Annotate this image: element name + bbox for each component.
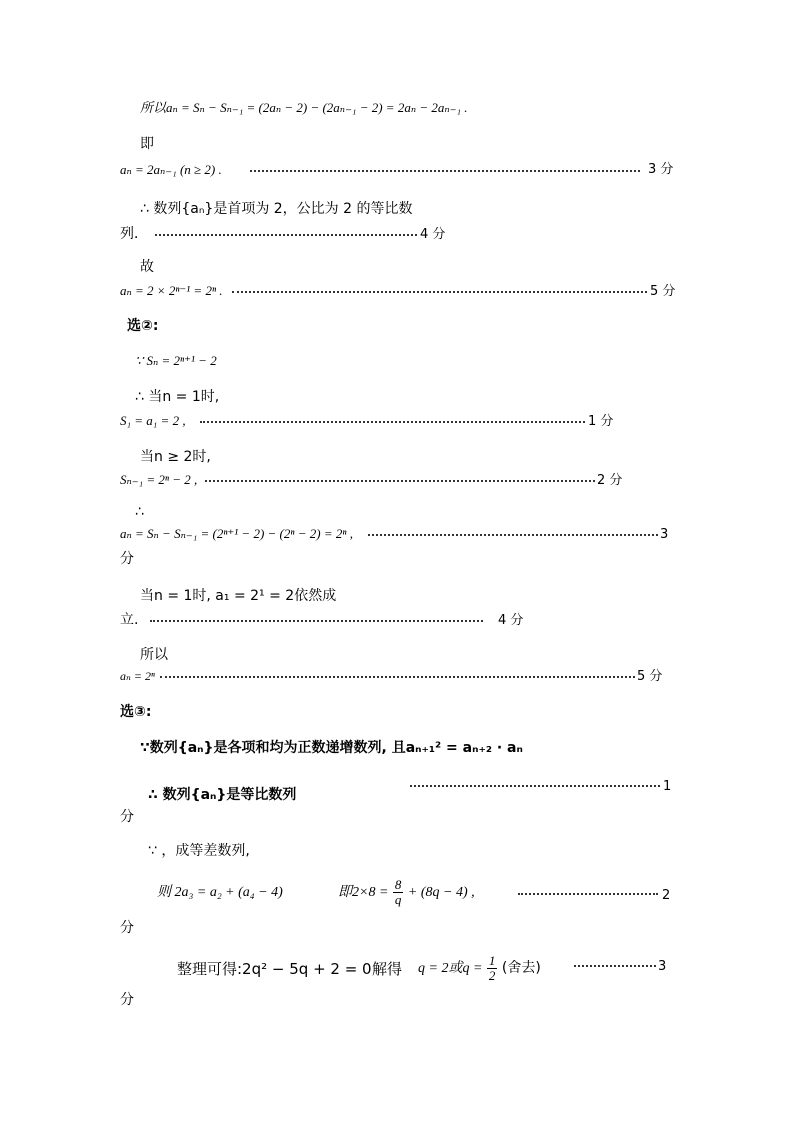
equation-text: 即2×8 =: [338, 885, 389, 901]
equation-line: aₙ = 2aₙ₋₁ (n ≥ 2) .: [120, 162, 222, 177]
score-mark: 4 分: [420, 227, 446, 242]
equation-line: 整理可得:2q² − 5q + 2 = 0: [177, 960, 372, 978]
text-line: ∴ 数列{aₙ}是首项为 2，公比为 2 的等比数: [140, 201, 413, 217]
section-heading: 选③:: [120, 704, 152, 720]
fraction: [487, 954, 498, 984]
text-line: ∵ ，成等差数列,: [148, 843, 250, 859]
equation-text: q = 2或q =: [418, 961, 483, 977]
dotted-leader: [250, 170, 640, 172]
score-mark: 4 分: [498, 613, 524, 628]
equation-line: aₙ = 2 × 2ⁿ⁻¹ = 2ⁿ .: [120, 283, 223, 298]
equation-line: [418, 954, 541, 984]
score-mark: 5 分: [650, 284, 676, 299]
text-line: 即: [140, 136, 154, 152]
dotted-leader: [200, 421, 585, 423]
equation-line: aₙ = Sₙ − Sₙ₋₁ = (2ⁿ⁺¹ − 2) − (2ⁿ − 2) = 2ⁿ ,: [120, 526, 353, 541]
equation-line: ∵ Sₙ = 2ⁿ⁺¹ − 2: [135, 353, 217, 368]
fraction-denominator: 2: [488, 968, 496, 984]
score-mark: 3: [660, 527, 669, 542]
section-heading: 选②:: [127, 318, 159, 334]
text-line: 分: [120, 809, 134, 825]
text-line: 分: [120, 551, 134, 567]
text-line: ∵数列{aₙ}是各项和均为正数递增数列, 且aₙ₊₁² = aₙ₊₂ · aₙ: [140, 740, 523, 756]
equation-line: [338, 878, 475, 908]
score-mark: 2 分: [597, 473, 623, 488]
dotted-leader: [205, 480, 595, 482]
score-mark: 2: [662, 888, 671, 903]
text-line: 分: [120, 920, 134, 936]
text-line: ∴: [135, 504, 144, 520]
text-line: 当n = 1时, a₁ = 2¹ = 2依然成: [140, 588, 337, 604]
text-line: 解得: [372, 960, 403, 978]
text-line: 立.: [120, 612, 139, 628]
text-line: ∴ 当n = 1时,: [135, 389, 220, 405]
text-line: 当n ≥ 2时,: [140, 449, 211, 465]
equation-text: (舍去): [501, 960, 541, 977]
equation-line: aₙ = 2ⁿ: [120, 669, 155, 683]
score-mark: 3 分: [648, 162, 674, 177]
equation-line: S₁ = a₁ = 2 ,: [120, 413, 186, 428]
text-line: 列．: [120, 226, 148, 242]
fraction-numerator: 8: [394, 877, 402, 892]
dotted-leader: [410, 785, 660, 787]
dotted-leader: [155, 234, 417, 236]
dotted-leader: [160, 676, 635, 678]
fraction-numerator: 1: [488, 953, 496, 968]
dotted-leader: [368, 534, 658, 536]
fraction: [393, 878, 404, 908]
text-line: 故: [140, 259, 154, 275]
dotted-leader: [150, 620, 483, 622]
fraction-denominator: q: [394, 892, 402, 908]
equation-line: Sₙ₋₁ = 2ⁿ − 2 ,: [120, 472, 198, 487]
dotted-leader: [232, 291, 647, 293]
score-mark: 5 分: [637, 669, 663, 684]
equation-line: 所以aₙ = Sₙ − Sₙ₋₁ = (2aₙ − 2) − (2aₙ₋₁ − 2) = 2aₙ − 2aₙ₋₁ .: [140, 100, 468, 115]
dotted-leader: [574, 965, 656, 967]
score-mark: 1: [663, 779, 672, 794]
score-mark: 1 分: [588, 414, 614, 429]
equation-text: + (8q − 4) ,: [407, 885, 475, 901]
text-line: 分: [120, 992, 134, 1008]
score-mark: 3: [658, 959, 667, 974]
dotted-leader: [518, 893, 658, 895]
text-line: 所以: [140, 647, 168, 663]
equation-line: 则 2a₃ = a₂ + (a₄ − 4): [157, 885, 283, 900]
text-line: ∴ 数列{aₙ}是等比数列: [148, 787, 297, 803]
